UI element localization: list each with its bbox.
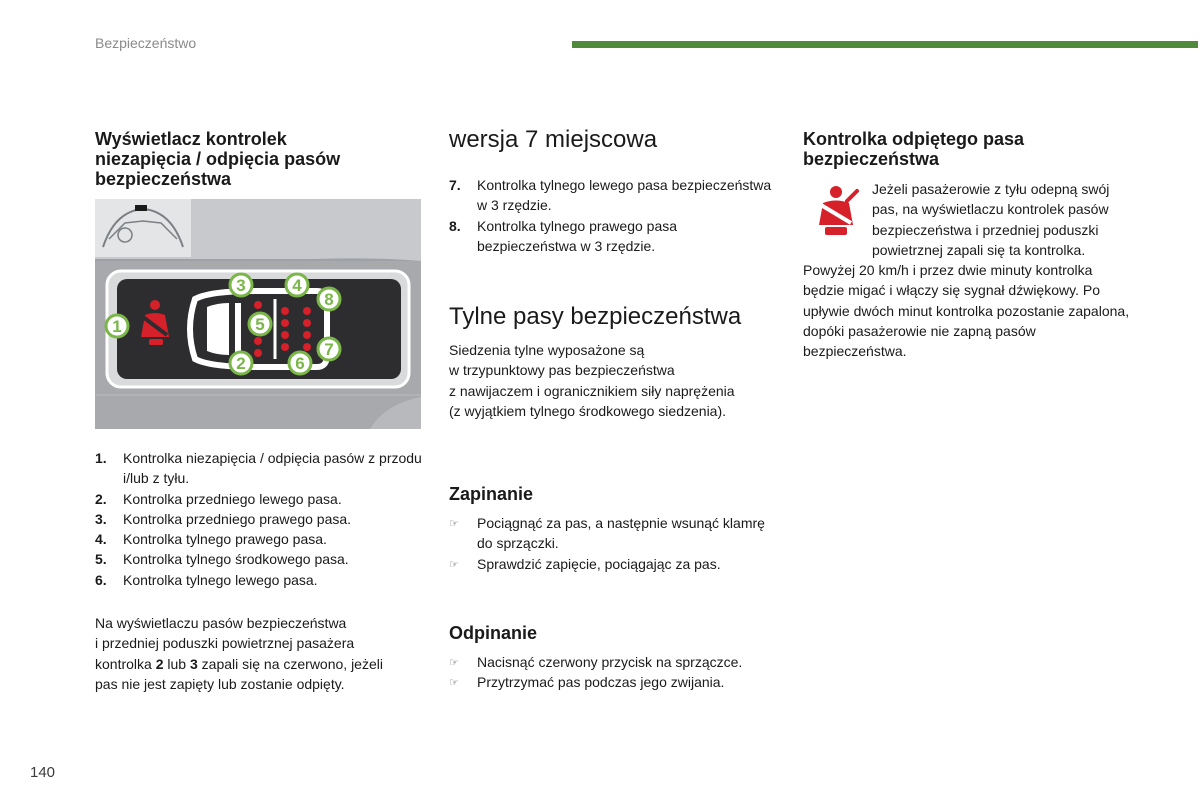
svg-text:4: 4	[292, 276, 302, 295]
seven-seat-heading: wersja 7 miejscowa	[449, 126, 658, 153]
list-item: 8. Kontrolka tylnego prawego pasa bezpieczeństwa w 3 rzędzie.	[449, 217, 678, 254]
callout-6	[289, 352, 311, 374]
header-rule	[572, 41, 1198, 48]
callout-8	[318, 288, 340, 310]
unfastening-list	[449, 652, 779, 693]
list-item: 4. Kontrolka tylnego prawego pasa.	[95, 531, 327, 548]
rear-belts-heading: Tylne pasy bezpieczeństwa	[449, 303, 742, 331]
list-item: 3. Kontrolka przedniego prawego pasa.	[95, 510, 352, 527]
display-heading: Wyświetlacz kontrolek niezapięcia / odpięcia pasów bezpieczeństwa	[95, 129, 341, 189]
unfastening-section	[449, 622, 779, 693]
pointer-icon: ☞	[449, 677, 459, 690]
car-thumbnail-icon	[95, 199, 191, 257]
page-number: 140	[30, 764, 56, 781]
callout-5	[249, 313, 271, 335]
callout-2	[230, 352, 252, 374]
list-item: 2. Kontrolka przedniego lewego pasa.	[95, 490, 342, 507]
seatbelt-warning-icon	[811, 185, 861, 237]
svg-text:6: 6	[295, 354, 305, 373]
column-middle	[449, 125, 779, 421]
list-item: ☞ Pociągnąć za pas, a następnie wsunąć klamrę do sprzączki.	[449, 515, 765, 552]
fastening-section	[449, 483, 779, 574]
svg-text:8: 8	[324, 290, 334, 309]
seatbelt-display-illustration	[95, 199, 421, 429]
svg-text:5: 5	[255, 315, 265, 334]
list-item: ☞ Nacisnąć czerwony przycisk na sprzączce.	[449, 652, 779, 672]
callout-3	[230, 274, 252, 296]
callout-7	[318, 338, 340, 360]
warning-block	[803, 179, 1133, 260]
legend-list-wrap	[95, 448, 425, 590]
seven-seat-list	[449, 175, 779, 256]
fastening-heading: Zapinanie	[449, 484, 534, 504]
callout-1	[106, 315, 128, 337]
column-right	[803, 129, 1133, 362]
svg-text:7: 7	[324, 340, 334, 359]
section-label: Bezpieczeństwo	[95, 35, 197, 51]
unbuckled-paragraph: Powyżej 20 km/h i przez dwie minuty kontrolka będzie migać i włączy się sygnał dźwiękowy. Po upływie dwóch minut kontrolka pozostanie zapalona, dopóki pasażerowie nie zapną pasów bezpieczeństwa.	[803, 262, 1130, 360]
warning-text: Jeżeli pasażerowie z tyłu odepną swój pas, na wyświetlaczu kontrolek pasów bezpieczeństwa i przedniej poduszki powietrznej zapali się ta kontrolka.	[872, 181, 1110, 258]
list-item: 7. Kontrolka tylnego lewego pasa bezpieczeństwa w 3 rzędzie.	[449, 177, 772, 214]
list-item: 5. Kontrolka tylnego środkowego pasa.	[95, 551, 349, 568]
svg-text:2: 2	[236, 354, 246, 373]
unfastening-heading: Odpinanie	[449, 623, 538, 643]
svg-text:1: 1	[112, 317, 122, 336]
column-left	[95, 129, 425, 189]
list-item: 1. Kontrolka niezapięcia / odpięcia pasów z przodu i/lub z tyłu.	[95, 450, 422, 487]
fastening-list	[449, 513, 779, 574]
rear-belts-paragraph: Siedzenia tylne wyposażone są w trzypunktowy pas bezpieczeństwa z nawijaczem i ogranicznikiem siły naprężenia (z wyjątkiem tylnego środkowego siedzenia).	[449, 342, 735, 420]
legend-list	[95, 448, 425, 590]
callout-4	[286, 274, 308, 296]
list-item: ☞ Sprawdzić zapięcie, pociągając za pas.	[449, 554, 779, 574]
display-note: Na wyświetlaczu pasów bezpieczeństwa i przedniej poduszki powietrznej pasażera kontrolka 2 lub 3 zapali się na czerwono, jeżeli pas nie jest zapięty lub zostanie odpięty.	[95, 615, 383, 692]
unbuckled-heading: Kontrolka odpiętego pasa bezpieczeństwa	[803, 129, 1025, 169]
pointer-icon: ☞	[449, 657, 459, 669]
pointer-icon: ☞	[449, 518, 459, 530]
list-item: 6. Kontrolka tylnego lewego pasa.	[95, 571, 318, 588]
svg-text:3: 3	[236, 276, 246, 295]
list-item: ☞ Przytrzymać pas podczas jego zwijania.	[449, 672, 779, 692]
pointer-icon: ☞	[449, 558, 459, 571]
